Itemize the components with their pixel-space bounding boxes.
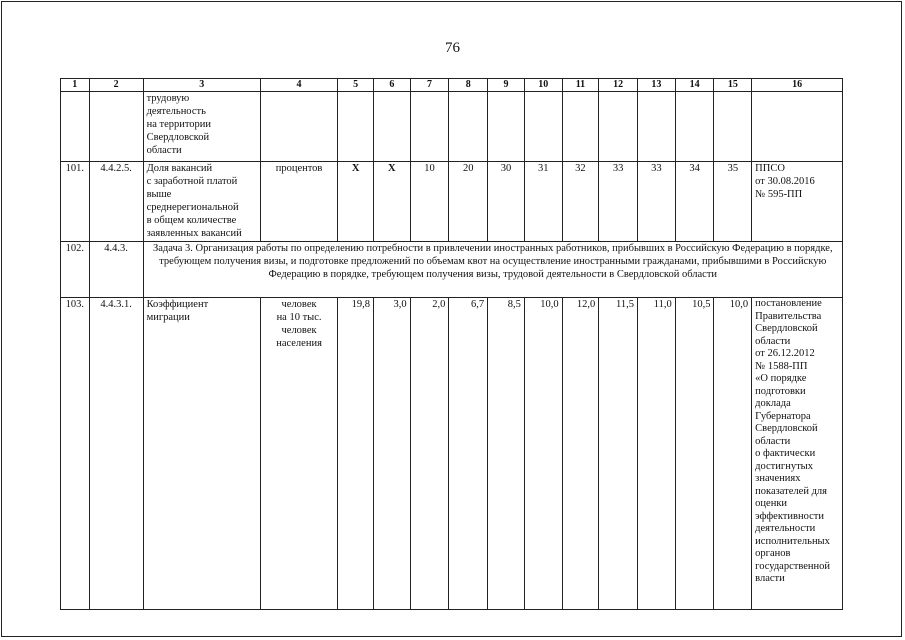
col-header: 11 <box>562 79 599 92</box>
col-header: 10 <box>524 79 562 92</box>
value-cell: 10 <box>410 162 449 242</box>
value-cell: 30 <box>488 162 525 242</box>
value-cell: 34 <box>675 162 714 242</box>
source-document: ППСО от 30.08.2016 № 595-ПП <box>752 162 843 242</box>
col-header: 16 <box>752 79 843 92</box>
value-cell: 3,0 <box>373 298 410 610</box>
value-cell: 35 <box>714 162 752 242</box>
indicator-name: Доля вакансий с заработной платой выше среднерегиональной в общем количестве заявленных вакансий <box>143 162 260 242</box>
col-header: 4 <box>260 79 337 92</box>
page-number: 76 <box>445 40 460 56</box>
col-header: 6 <box>373 79 410 92</box>
value-cell: 33 <box>599 162 638 242</box>
value-cell: 6,7 <box>449 298 488 610</box>
row-code: 4.4.3. <box>89 242 143 298</box>
value-cell: Х <box>338 162 374 242</box>
value-cell: 20 <box>449 162 488 242</box>
value-cell: 12,0 <box>562 298 599 610</box>
row-code: 4.4.2.5. <box>89 162 143 242</box>
value-cell: 10,5 <box>675 298 714 610</box>
value-cell: 10,0 <box>524 298 562 610</box>
table-row-103 <box>61 298 843 610</box>
value-cell: 8,5 <box>488 298 525 610</box>
col-header: 2 <box>89 79 143 92</box>
col-header: 15 <box>714 79 752 92</box>
col-header: 1 <box>61 79 90 92</box>
table-row-continuation <box>61 92 843 162</box>
source-document: постановление Правительства Свердловской области от 26.12.2012 № 1588-ПП «О порядке подготовки доклада Губернатора Свердловской области о фактически достигнутых значениях показателей для оценки эффективности деятельности исполнительных органов государственной власти <box>752 298 843 610</box>
value-cell: 19,8 <box>338 298 374 610</box>
value-cell: 31 <box>524 162 562 242</box>
col-header: 7 <box>410 79 449 92</box>
indicator-name: трудовую деятельность на территории Свердловской области <box>143 92 260 162</box>
col-header: 13 <box>638 79 676 92</box>
value-cell: 33 <box>638 162 676 242</box>
unit: человек на 10 тыс. человек населения <box>260 298 337 610</box>
col-header: 8 <box>449 79 488 92</box>
col-header: 3 <box>143 79 260 92</box>
value-cell: 11,0 <box>638 298 676 610</box>
value-cell: 32 <box>562 162 599 242</box>
indicators-table <box>60 78 843 610</box>
row-code: 4.4.3.1. <box>89 298 143 610</box>
task-heading: Задача 3. Организация работы по определению потребности в привлечении иностранных работников, прибывших в Российскую Федерацию в порядке, требующем получения визы, и подготовке предложений по объемам квот на осуществление иностранными гражданами, прибывшими в Российскую Федерацию в порядке, требующем получения визы, трудовой деятельности в Свердловской области <box>143 242 842 298</box>
col-header: 5 <box>338 79 374 92</box>
value-cell: 2,0 <box>410 298 449 610</box>
header-row <box>61 79 843 92</box>
value-cell: 11,5 <box>599 298 638 610</box>
indicator-name: Коэффициент миграции <box>143 298 260 610</box>
row-number: 102. <box>61 242 90 298</box>
col-header: 9 <box>488 79 525 92</box>
value-cell: Х <box>373 162 410 242</box>
unit: процентов <box>260 162 337 242</box>
row-number: 103. <box>61 298 90 610</box>
table-row-101 <box>61 162 843 242</box>
row-number: 101. <box>61 162 90 242</box>
col-header: 12 <box>599 79 638 92</box>
value-cell: 10,0 <box>714 298 752 610</box>
table-row-102 <box>61 242 843 298</box>
col-header: 14 <box>675 79 714 92</box>
